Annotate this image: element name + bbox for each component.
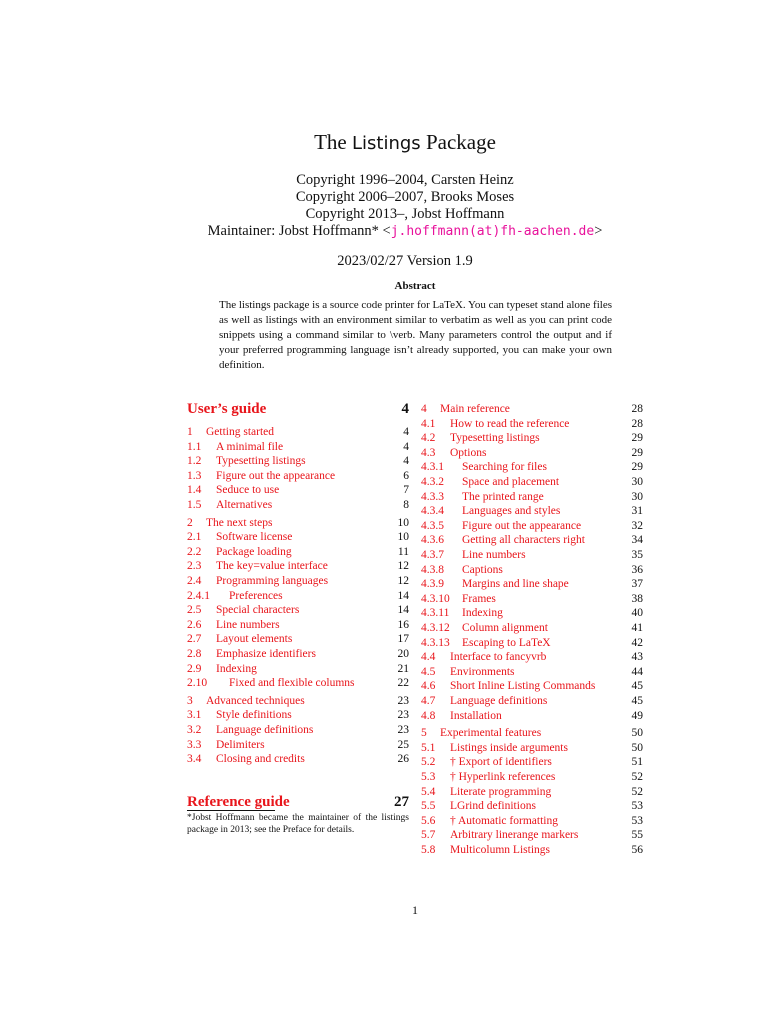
toc-entry-title[interactable]: Line numbers	[462, 549, 526, 561]
toc-entry-title[interactable]: Figure out the appearance	[216, 469, 336, 482]
toc-entry[interactable]	[421, 755, 643, 769]
toc-entry[interactable]	[187, 589, 409, 603]
toc-entry[interactable]	[421, 417, 643, 431]
toc-entry-title[interactable]: Indexing	[216, 662, 257, 675]
toc-entry[interactable]	[421, 694, 643, 708]
toc-entry-number: 4.8	[421, 709, 436, 722]
maintainer-email-link[interactable]: j.hoffmann(at)fh-aachen.de	[390, 224, 595, 239]
toc-entry-title[interactable]: Experimental features	[440, 727, 542, 740]
toc-entry-page: 20	[397, 648, 409, 660]
toc-entry-page: 8	[403, 499, 409, 511]
toc-entry-title[interactable]: Environments	[450, 665, 515, 678]
toc-entry-number: 5.5	[421, 800, 436, 813]
toc-entry-number: 2.9	[187, 662, 202, 675]
toc-entry-title[interactable]: Escaping to LaTeX	[462, 636, 551, 649]
toc-entry-title[interactable]: Captions	[462, 563, 503, 576]
toc-entry-title[interactable]: Emphasize identifiers	[216, 648, 316, 660]
footnote: *Jobst Hoffmann became the maintainer of the listings package in 2013; see the Preface for details.	[187, 813, 409, 835]
toc-entry[interactable]	[421, 679, 643, 693]
toc-entry-number: 3.3	[187, 738, 202, 751]
toc-entry-title[interactable]: Language definitions	[216, 724, 314, 736]
toc-entry-page: 23	[397, 694, 409, 707]
toc-entry-number: 1	[187, 426, 193, 438]
toc-entry-number: 1.3	[187, 469, 202, 482]
copyright-line-3: Copyright 2013–, Jobst Hoffmann	[305, 206, 505, 222]
toc-entry[interactable]	[187, 574, 409, 588]
toc-entry[interactable]	[421, 606, 643, 620]
page-number: 1	[412, 903, 418, 917]
toc-entry-page: 16	[397, 618, 409, 631]
toc-entry[interactable]	[421, 741, 643, 755]
toc-entry[interactable]	[421, 592, 643, 606]
toc-entry-title[interactable]: Multicolumn Listings	[450, 844, 550, 856]
toc-entry-number: 1.2	[187, 455, 202, 468]
toc-entry-page: 17	[397, 633, 409, 646]
toc-entry-page: 34	[631, 534, 643, 547]
toc-entry-page: 4	[403, 455, 409, 468]
toc-entry-page: 23	[397, 709, 409, 722]
toc-entry-page: 32	[631, 519, 643, 532]
toc-entry[interactable]	[187, 603, 409, 617]
toc-entry-title[interactable]: Searching for files	[462, 461, 547, 474]
toc-entry[interactable]	[421, 636, 643, 650]
title-pre: The	[314, 130, 347, 154]
toc-entry-number: 3.1	[187, 709, 202, 722]
toc-entry-number: 5.4	[421, 785, 436, 798]
date-version: 2023/02/27 Version 1.9	[337, 253, 473, 269]
toc-entry[interactable]	[421, 726, 643, 740]
toc-entry-page: 35	[631, 549, 643, 561]
title-package-name: Listings	[352, 133, 421, 154]
toc-entry-page: 51	[631, 756, 643, 769]
toc-entry[interactable]	[421, 533, 643, 547]
toc-entry[interactable]	[187, 440, 409, 454]
toc-entry-title[interactable]: Typesetting listings	[216, 455, 306, 468]
toc-entry-page: 41	[631, 622, 643, 634]
maintainer-line: Maintainer: Jobst Hoffmann* <j.hoffmann(at)fh-aachen.de>	[207, 223, 603, 239]
toc-entry[interactable]	[421, 402, 643, 416]
toc-entry-title[interactable]: † Hyperlink references	[450, 771, 556, 783]
toc-entry-title[interactable]: Seduce to use	[216, 484, 280, 497]
toc-entry-number: 4.3.9	[421, 578, 444, 591]
toc-entry[interactable]	[421, 770, 643, 784]
toc-entry[interactable]	[421, 431, 643, 445]
toc-entry-page: 28	[631, 417, 643, 430]
toc-entry-page: 10	[397, 516, 409, 529]
toc-part-title[interactable]: User’s guide	[187, 401, 267, 417]
toc-entry-title[interactable]: LGrind definitions	[450, 800, 536, 813]
toc-entry-title[interactable]: Literate programming	[450, 785, 552, 798]
toc-entry-title[interactable]: Options	[450, 446, 487, 459]
toc-entry-page: 50	[631, 741, 643, 754]
toc-entry-number: 2.8	[187, 648, 202, 660]
toc-entry-title[interactable]: The next steps	[206, 516, 273, 529]
toc-entry-number: 4.3.11	[421, 607, 450, 620]
toc-entry-title[interactable]: Getting all characters right	[462, 534, 585, 547]
toc-entry-page: 10	[397, 531, 409, 544]
toc-entry-title[interactable]: Closing and credits	[216, 753, 305, 766]
toc-entry-page: 12	[397, 560, 409, 573]
toc-entry-number: 4.3	[421, 446, 436, 459]
toc-entry[interactable]	[421, 785, 643, 799]
toc-entry-number: 2.3	[187, 560, 202, 573]
toc-entry-page: 44	[631, 665, 643, 678]
toc-entry-number: 4.3.1	[421, 461, 444, 474]
toc-entry-title[interactable]: Alternatives	[216, 499, 273, 511]
toc-entry[interactable]	[187, 723, 409, 737]
toc-entry[interactable]	[187, 647, 409, 661]
toc-entry-number: 4.5	[421, 665, 436, 678]
toc-entry[interactable]	[421, 621, 643, 635]
toc-entry-page: 36	[631, 563, 643, 576]
toc-entry-number: 5.8	[421, 844, 436, 856]
toc-entry[interactable]	[187, 425, 409, 439]
toc-entry-page: 30	[631, 476, 643, 488]
toc-entry-page: 55	[631, 829, 643, 842]
toc-entry-number: 2.1	[187, 531, 202, 544]
toc-entry-page: 29	[631, 432, 643, 445]
toc-entry[interactable]	[187, 483, 409, 497]
toc-entry[interactable]	[421, 519, 643, 533]
toc-entry-title[interactable]: How to read the reference	[450, 417, 570, 430]
toc-entry-number: 3.4	[187, 753, 202, 766]
toc-entry-page: 43	[631, 651, 643, 664]
toc-entry[interactable]	[187, 559, 409, 573]
toc-entry-title[interactable]: Package loading	[216, 545, 292, 558]
toc-entry-page: 53	[631, 814, 643, 827]
copyright-line-1: Copyright 1996–2004, Carsten Heinz	[296, 172, 514, 188]
document-title	[0, 130, 768, 155]
toc-entry-title[interactable]: Interface to fancyvrb	[450, 651, 547, 664]
toc-entry-number: 3	[187, 694, 193, 707]
toc-entry[interactable]	[187, 516, 409, 530]
toc-entry-number: 2.4	[187, 575, 202, 587]
toc-entry[interactable]	[421, 577, 643, 591]
toc-part-title[interactable]: Reference guide	[187, 793, 290, 810]
toc-entry[interactable]	[187, 752, 409, 766]
abstract-text: The listings package is a source code printer for LaTeX. You can typeset stand alone files as well as listings with an environment similar to verbatim as well as you can print code snippets using a command similar to \verb. Many parameters control the output and if your preferred programming language isn’t already supported, you can make your own definition.	[219, 299, 612, 371]
toc-entry-title[interactable]: Arbitrary linerange markers	[450, 829, 579, 842]
toc-entry-page: 31	[631, 505, 643, 518]
toc-entry[interactable]	[187, 618, 409, 632]
toc-entry-title[interactable]: The key=value interface	[216, 560, 328, 573]
toc-entry-title[interactable]: Listings inside arguments	[450, 741, 568, 754]
toc-entry-title[interactable]: † Export of identifiers	[450, 756, 552, 769]
toc-entry-title[interactable]: Getting started	[206, 426, 275, 438]
toc-entry-number: 4.3.12	[421, 622, 450, 634]
toc-entry[interactable]	[421, 665, 643, 679]
toc-part-page: 27	[394, 793, 409, 810]
toc-entry[interactable]	[187, 694, 409, 708]
toc-entry-number: 2.7	[187, 633, 202, 646]
toc-entry-title[interactable]: A minimal file	[216, 440, 284, 453]
toc-entry[interactable]	[187, 632, 409, 646]
toc-entry-title[interactable]: Main reference	[440, 403, 510, 415]
toc-entry-page: 49	[631, 709, 643, 722]
toc-entry-number: 5.3	[421, 771, 436, 783]
toc-part-page: 4	[401, 401, 409, 417]
toc-entry-page: 40	[631, 607, 643, 620]
toc-entry-number: 2	[187, 516, 193, 529]
toc-entry-title[interactable]: Space and placement	[462, 476, 560, 488]
toc-entry[interactable]	[421, 475, 643, 489]
toc-entry-title[interactable]: † Automatic formatting	[450, 814, 558, 827]
toc-entry[interactable]	[187, 676, 409, 690]
toc-entry-number: 4.7	[421, 695, 436, 707]
toc-entry-number: 4.3.3	[421, 490, 444, 503]
toc-entry-number: 5.2	[421, 756, 436, 769]
toc-entry[interactable]	[421, 650, 643, 664]
toc-entry-title[interactable]: Style definitions	[216, 709, 292, 722]
toc-entry[interactable]	[187, 498, 409, 512]
toc-entry-page: 26	[397, 753, 409, 766]
toc-entry-title[interactable]: Indexing	[462, 607, 503, 620]
toc-entry-page: 52	[631, 771, 643, 783]
toc-entry[interactable]	[421, 446, 643, 460]
toc-entry[interactable]	[421, 814, 643, 828]
toc-entry-page: 37	[631, 578, 643, 591]
toc-entry[interactable]	[421, 799, 643, 813]
toc-entry-page: 21	[397, 662, 409, 675]
toc-entry-number: 5.7	[421, 829, 436, 842]
toc-entry-number: 4.3.13	[421, 636, 450, 649]
toc-entry-page: 53	[631, 800, 643, 813]
toc-entry[interactable]	[187, 708, 409, 722]
toc-entry-number: 1.1	[187, 440, 202, 453]
toc-entry-number: 4.3.6	[421, 534, 444, 547]
toc-entry-title[interactable]: Layout elements	[216, 633, 293, 646]
toc-entry-number: 2.2	[187, 545, 202, 558]
toc-entry-title[interactable]: Frames	[462, 592, 496, 605]
toc-entry-page: 38	[631, 592, 643, 605]
toc-entry-number: 2.4.1	[187, 589, 210, 602]
toc-entry[interactable]	[187, 662, 409, 676]
toc-entry-number: 5	[421, 727, 427, 740]
toc-entry[interactable]	[421, 563, 643, 577]
toc-entry-page: 45	[631, 680, 643, 693]
toc-entry-title[interactable]: Advanced techniques	[206, 694, 305, 707]
toc-entry[interactable]	[187, 545, 409, 559]
toc-entry-page: 4	[403, 426, 409, 438]
toc-entry-number: 4.3.4	[421, 505, 444, 518]
toc-entry-title[interactable]: Programming languages	[216, 575, 329, 587]
toc-entry-page: 25	[397, 738, 409, 751]
toc-entry-number: 5.1	[421, 741, 436, 754]
toc-entry-title[interactable]: Typesetting listings	[450, 432, 540, 445]
toc-entry[interactable]	[421, 548, 643, 562]
toc-entry-number: 4	[421, 403, 427, 415]
toc-entry-number: 2.10	[187, 677, 208, 690]
toc-entry[interactable]	[421, 828, 643, 842]
toc-entry[interactable]	[421, 504, 643, 518]
toc-entry-page: 50	[631, 727, 643, 740]
toc-entry[interactable]	[421, 460, 643, 474]
toc-entry-number: 5.6	[421, 814, 436, 827]
toc-entry-number: 4.3.2	[421, 476, 444, 488]
toc-entry-number: 4.3.7	[421, 549, 444, 561]
toc-entry-page: 29	[631, 446, 643, 459]
toc-entry-page: 56	[631, 844, 643, 856]
toc-entry-page: 12	[397, 575, 409, 587]
toc-entry-title[interactable]: Short Inline Listing Commands	[450, 680, 596, 693]
toc-entry-title[interactable]: Figure out the appearance	[462, 519, 582, 532]
toc-entry-number: 1.5	[187, 499, 202, 511]
toc-entry-page: 23	[397, 724, 409, 736]
toc-entry-page: 4	[403, 440, 409, 453]
footnote-rule	[187, 810, 275, 811]
toc-entry-title[interactable]: Special characters	[216, 604, 300, 617]
toc-entry[interactable]	[421, 843, 643, 857]
toc-entry-page: 45	[631, 695, 643, 707]
toc-entry-page: 30	[631, 490, 643, 503]
toc-entry-title[interactable]: Margins and line shape	[462, 578, 569, 591]
toc-entry-page: 28	[631, 403, 643, 415]
toc-entry-number: 4.3.10	[421, 592, 450, 605]
toc-entry-page: 11	[397, 545, 409, 558]
toc-entry-number: 4.3.5	[421, 519, 444, 532]
toc-entry-title[interactable]: Software license	[216, 531, 293, 544]
toc-entry-page: 42	[631, 636, 643, 649]
toc-entry-title[interactable]: Installation	[450, 709, 502, 722]
toc-entry-page: 29	[631, 461, 643, 474]
toc-entry-title[interactable]: Language definitions	[450, 695, 548, 707]
toc-entry[interactable]	[187, 454, 409, 468]
toc-entry-title[interactable]: Preferences	[229, 589, 283, 602]
toc-entry[interactable]	[187, 738, 409, 752]
toc-entry[interactable]	[187, 793, 409, 811]
toc-entry[interactable]	[187, 400, 409, 418]
toc-entry-title[interactable]: Languages and styles	[462, 505, 561, 518]
toc-entry-page: 14	[397, 604, 409, 617]
toc-entry-title[interactable]: The printed range	[462, 490, 544, 503]
toc-entry-number: 3.2	[187, 724, 202, 736]
toc-entry-number: 1.4	[187, 484, 202, 497]
toc-entry-number: 2.5	[187, 604, 202, 617]
toc-entry-number: 4.2	[421, 432, 436, 445]
abstract-heading: Abstract	[394, 280, 436, 292]
copyright-line-2: Copyright 2006–2007, Brooks Moses	[295, 189, 515, 205]
toc-entry-number: 4.1	[421, 417, 436, 430]
toc-entry[interactable]	[187, 469, 409, 483]
toc-entry[interactable]	[421, 490, 643, 504]
toc-entry-title[interactable]: Delimiters	[216, 738, 265, 751]
toc-entry-number: 4.6	[421, 680, 436, 693]
toc-entry-title[interactable]: Column alignment	[462, 622, 548, 634]
toc-entry[interactable]	[421, 709, 643, 723]
toc-entry-number: 4.4	[421, 651, 436, 664]
toc-entry-page: 52	[631, 785, 643, 798]
toc-entry[interactable]	[187, 530, 409, 544]
title-post: Package	[425, 130, 496, 154]
toc-entry-title[interactable]: Line numbers	[216, 618, 280, 631]
toc-entry-page: 7	[403, 484, 409, 497]
toc-entry-page: 14	[397, 589, 409, 602]
toc-entry-page: 22	[397, 677, 409, 690]
toc-entry-number: 4.3.8	[421, 563, 444, 576]
toc-entry-page: 6	[403, 469, 409, 482]
toc-entry-number: 2.6	[187, 618, 202, 631]
toc-entry-title[interactable]: Fixed and flexible columns	[229, 677, 355, 690]
